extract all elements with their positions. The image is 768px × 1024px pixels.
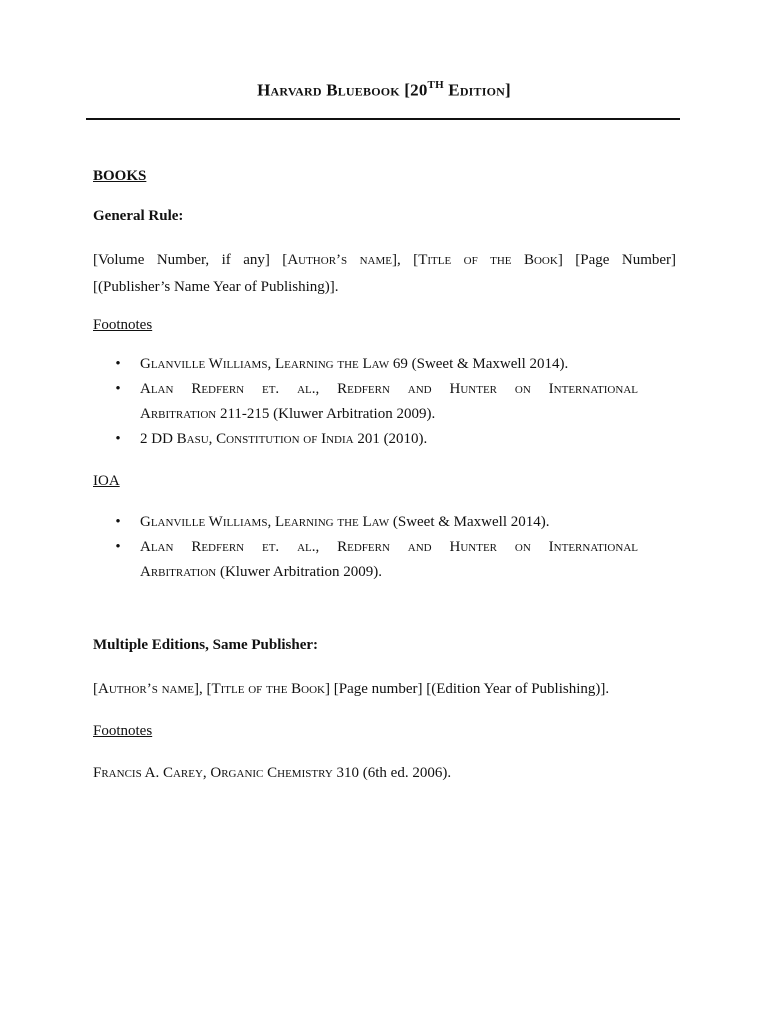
list-item: • Alan Redfern et. al., Redfern and Hunter on International Arbitration 211-215 (Kluwer Arbitration 2009). <box>93 377 638 427</box>
footnotes-list <box>93 352 638 452</box>
title-superscript: TH <box>427 79 444 91</box>
footnotes-heading-2: Footnotes <box>93 723 153 739</box>
books-heading: BOOKS <box>93 168 147 184</box>
title-divider <box>86 118 680 120</box>
ioa-list <box>93 510 638 585</box>
footnote-example: Francis A. Carey, Organic Chemistry 310 (6th ed. 2006). <box>93 765 452 781</box>
list-item: • Alan Redfern et. al., Redfern and Hunter on International Arbitration (Kluwer Arbitration 2009). <box>93 535 638 585</box>
ioa-heading: IOA <box>93 473 120 489</box>
general-rule-line-2: [(Publisher’s Name Year of Publishing)]. <box>93 279 339 295</box>
multiple-editions-heading: Multiple Editions, Same Publisher: <box>93 637 319 653</box>
general-rule-heading: General Rule: <box>93 208 184 224</box>
bullet-icon: • <box>115 356 121 372</box>
list-item: • Glanville Williams, Learning the Law 69 (Sweet & Maxwell 2014). <box>93 352 638 377</box>
general-rule-line-1: [Volume Number, if any] [Author’s name], [Title of the Book] [Page Number] <box>93 252 677 268</box>
footnotes-heading: Footnotes <box>93 317 153 333</box>
list-item: • 2 DD Basu, Constitution of India 201 (2010). <box>93 427 638 452</box>
bullet-icon: • <box>115 539 121 555</box>
list-item: • Glanville Williams, Learning the Law (Sweet & Maxwell 2014). <box>93 510 638 535</box>
bullet-icon: • <box>115 381 121 397</box>
bullet-icon: • <box>115 431 121 447</box>
page-title: Harvard Bluebook [20TH Edition] <box>257 79 511 100</box>
multiple-editions-format: [Author’s name], [Title of the Book] [Page number] [(Edition Year of Publishing)]. <box>93 681 610 697</box>
general-rule-format <box>93 247 676 301</box>
bullet-icon: • <box>115 514 121 530</box>
